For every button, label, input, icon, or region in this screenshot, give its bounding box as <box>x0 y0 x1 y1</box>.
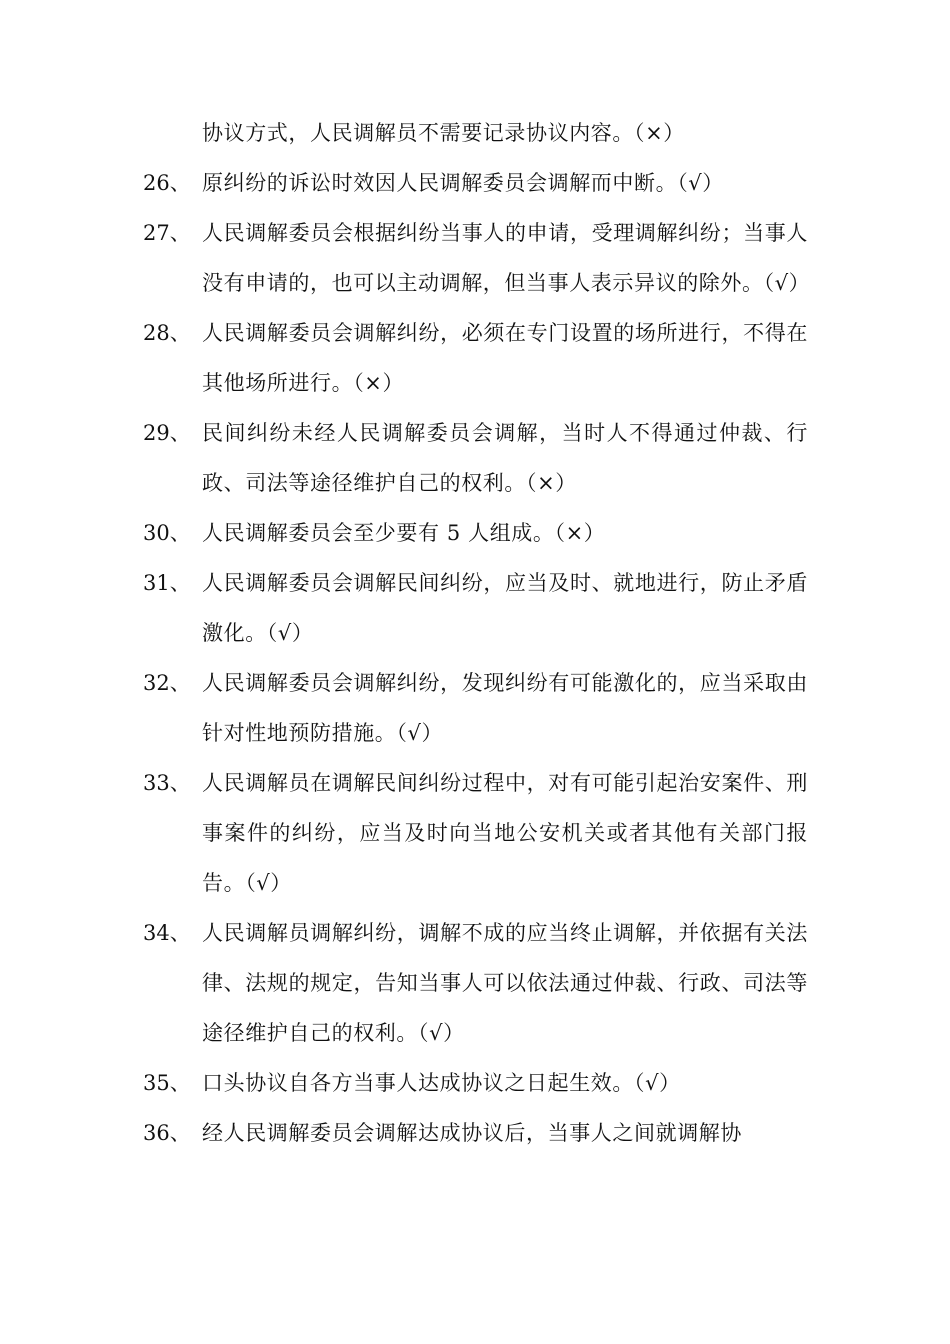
list-item <box>0 508 950 558</box>
item-text: 人民调解委员会调解纠纷，发现纠纷有可能激化的，应当采取由针对性地预防措施。（√） <box>202 671 808 745</box>
item-number: 29、 <box>143 421 191 445</box>
item-number: 31、 <box>143 571 191 595</box>
question-list <box>0 108 950 1158</box>
item-number: 32、 <box>143 671 191 695</box>
item-number: 26、 <box>143 171 191 195</box>
item-text: 口头协议自各方当事人达成协议之日起生效。（√） <box>202 1071 681 1095</box>
list-item <box>0 758 950 908</box>
item-text: 人民调解员在调解民间纠纷过程中，对有可能引起治安案件、刑事案件的纠纷，应当及时向当地公安机关或者其他有关部门报告。（√） <box>202 771 808 895</box>
list-item <box>0 158 950 208</box>
list-item <box>0 1058 950 1108</box>
item-number: 30、 <box>143 521 191 545</box>
item-text: 经人民调解委员会调解达成协议后，当事人之间就调解协 <box>202 1121 742 1145</box>
item-text: 人民调解委员会至少要有 5 人组成。（×） <box>202 521 606 545</box>
list-item <box>0 658 950 758</box>
item-text: 协议方式，人民调解员不需要记录协议内容。（×） <box>202 121 685 145</box>
list-item <box>0 208 950 308</box>
item-text: 人民调解委员会调解纠纷，必须在专门设置的场所进行，不得在其他场所进行。（×） <box>202 321 808 395</box>
list-item <box>0 408 950 508</box>
list-item <box>0 108 950 158</box>
item-number: 28、 <box>143 321 191 345</box>
list-item <box>0 308 950 408</box>
list-item <box>0 558 950 658</box>
item-number: 34、 <box>143 921 191 945</box>
item-text: 人民调解员调解纠纷，调解不成的应当终止调解，并依据有关法律、法规的规定，告知当事人可以依法通过仲裁、行政、司法等途径维护自己的权利。（√） <box>202 921 808 1045</box>
item-number: 33、 <box>143 771 191 795</box>
item-text: 民间纠纷未经人民调解委员会调解，当时人不得通过仲裁、行政、司法等途径维护自己的权利。（×） <box>202 421 808 495</box>
list-item <box>0 1108 950 1158</box>
item-number: 27、 <box>143 221 191 245</box>
item-text: 人民调解委员会调解民间纠纷，应当及时、就地进行，防止矛盾激化。（√） <box>202 571 808 645</box>
item-text: 人民调解委员会根据纠纷当事人的申请，受理调解纠纷；当事人没有申请的，也可以主动调解，但当事人表示异议的除外。（√） <box>202 221 811 295</box>
item-text: 原纠纷的诉讼时效因人民调解委员会调解而中断。（√） <box>202 171 724 195</box>
list-item <box>0 908 950 1058</box>
item-number: 35、 <box>143 1071 191 1095</box>
item-number: 36、 <box>143 1121 191 1145</box>
